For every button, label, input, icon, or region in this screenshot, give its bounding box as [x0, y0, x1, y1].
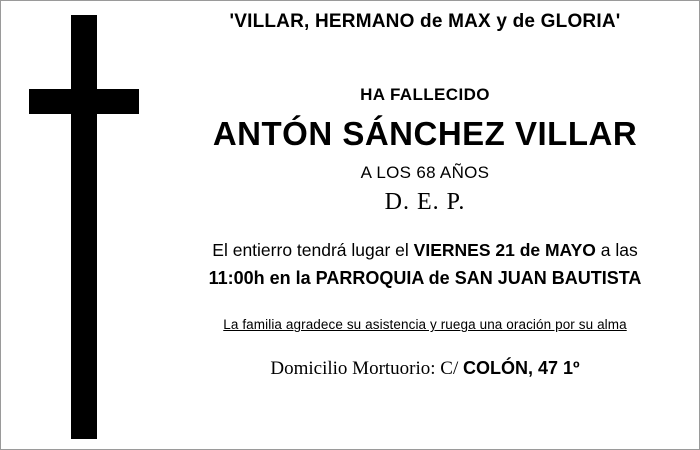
service-line-2: 11:00h en la PARROQUIA de SAN JUAN BAUTISTA	[208, 268, 642, 289]
deceased-age: A LOS 68 AÑOS	[360, 163, 490, 182]
has-died-label: HA FALLECIDO	[360, 85, 490, 104]
cross-vertical-bar	[71, 15, 97, 439]
service-suffix: a las	[595, 240, 638, 260]
notice-headline: 'VILLAR, HERMANO de MAX y de GLORIA'	[229, 11, 621, 32]
service-day: VIERNES 21 de MAYO	[413, 240, 596, 260]
rest-in-peace-text: D. E. P.	[384, 189, 466, 215]
cross-icon	[15, 11, 145, 441]
service-details	[151, 238, 699, 291]
address-value: COLÓN, 47 1º	[463, 358, 580, 379]
deceased-name: ANTÓN SÁNCHEZ VILLAR	[212, 115, 638, 152]
mortuary-address	[151, 358, 699, 380]
cross-horizontal-bar	[29, 89, 139, 114]
service-prefix: El entierro tendrá lugar el	[212, 240, 414, 260]
address-label: Domicilio Mortuorio: C/	[270, 358, 464, 380]
deceased-block	[151, 85, 699, 216]
family-thanks-text: La familia agradece su asistencia y ruega una oración por su alma	[223, 317, 627, 333]
notice-content	[151, 1, 699, 449]
service-line-1	[151, 238, 699, 263]
